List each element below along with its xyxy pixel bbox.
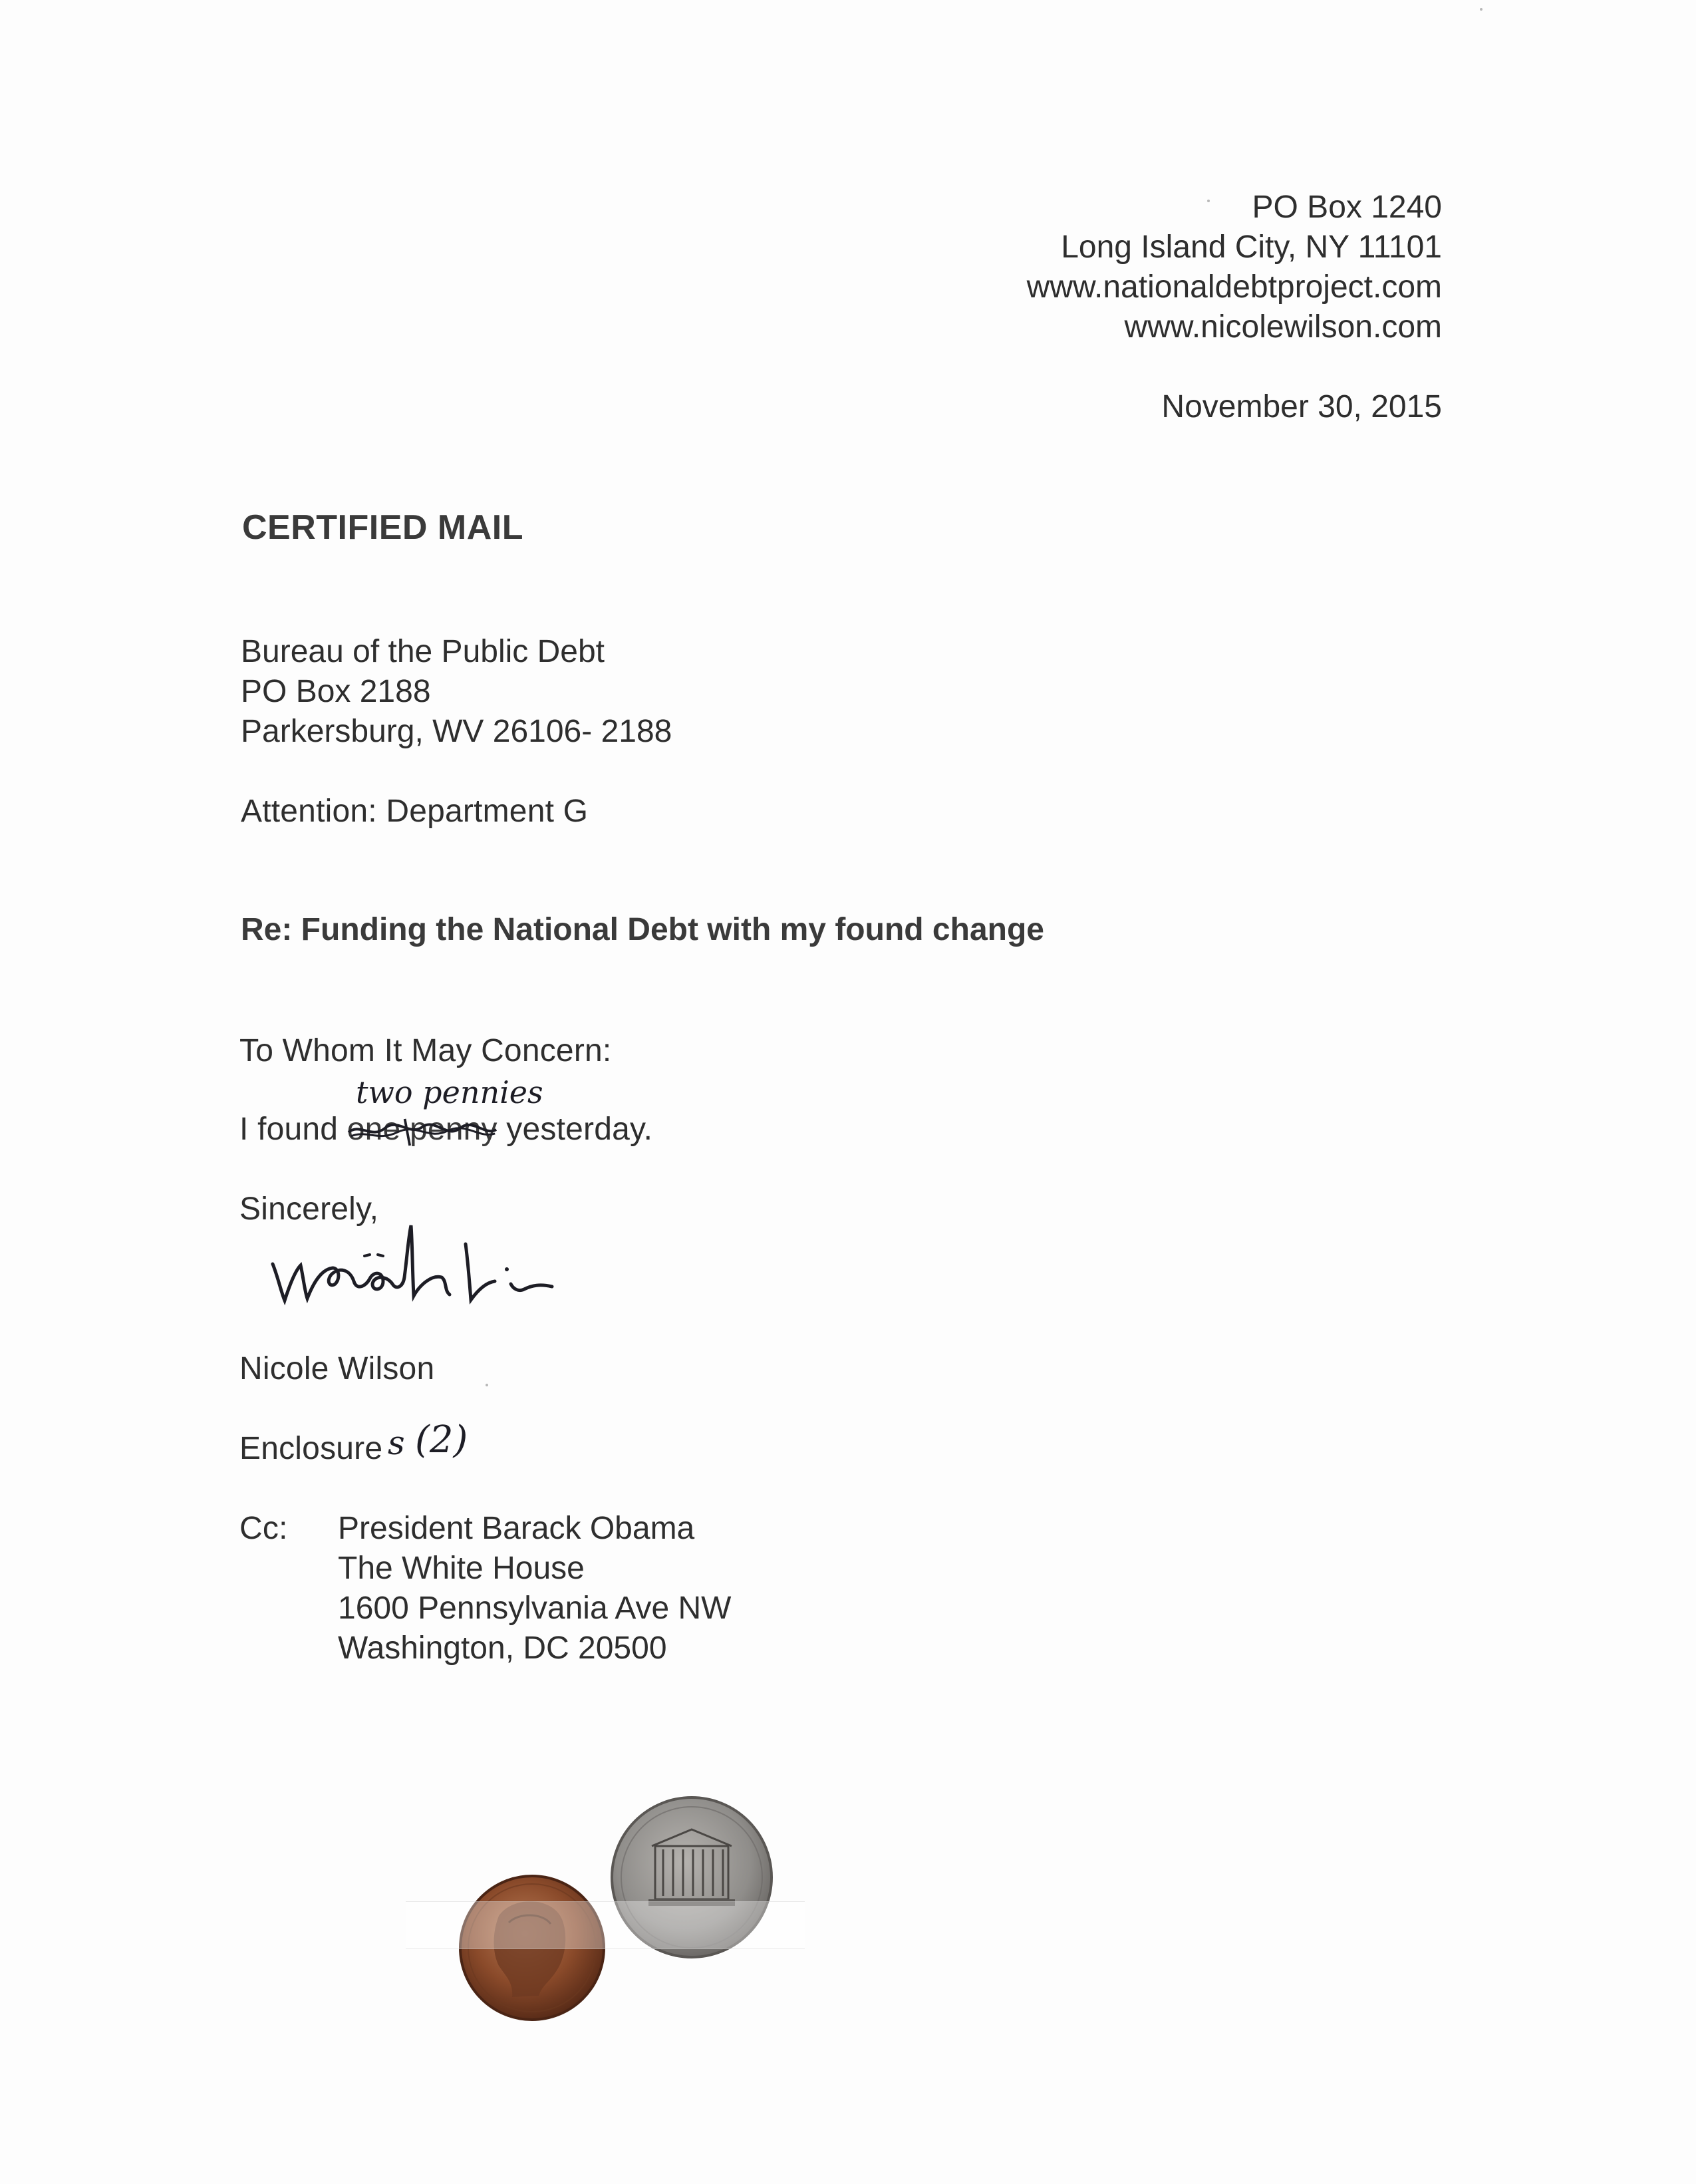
sender-website-project: www.nationaldebtproject.com: [1026, 269, 1442, 305]
closing: Sincerely,: [239, 1191, 379, 1227]
enclosure-label: Enclosure: [239, 1431, 383, 1466]
clear-tape-strip: [406, 1901, 805, 1949]
cc-organization: The White House: [338, 1551, 585, 1586]
cc-label: Cc:: [239, 1511, 288, 1546]
recipient-address: [241, 632, 672, 752]
scan-speck: [1480, 8, 1483, 11]
cc-street: 1600 Pennsylvania Ave NW: [338, 1591, 732, 1626]
enclosure-handwritten-count: (2): [415, 1418, 468, 1462]
cc-city: Washington, DC 20500: [338, 1631, 667, 1666]
handwritten-correction: two pennies: [356, 1074, 543, 1110]
cc-address: [338, 1509, 731, 1668]
enclosure-handwritten-suffix: s: [388, 1424, 405, 1462]
mail-type-heading: CERTIFIED MAIL: [242, 508, 523, 547]
subject-line: Re: Funding the National Debt with my found change: [241, 912, 1044, 947]
letter-date: November 30, 2015: [1161, 389, 1442, 424]
attention-line: Attention: Department G: [241, 794, 589, 829]
struck-through-text: one penny: [347, 1110, 497, 1150]
recipient-po-box: PO Box 2188: [241, 674, 431, 709]
scan-speck: [1207, 200, 1210, 202]
recipient-city: Parkersburg, WV 26106- 2188: [241, 714, 672, 749]
sender-city: Long Island City, NY 11101: [1061, 230, 1442, 265]
body-text: [239, 1110, 652, 1150]
body-prefix: I found: [239, 1112, 347, 1147]
salutation: To Whom It May Concern:: [239, 1033, 612, 1068]
scan-speck: [486, 1384, 488, 1386]
cc-name: President Barack Obama: [338, 1511, 695, 1546]
signer-name: Nicole Wilson: [239, 1351, 435, 1386]
handwritten-signature: [266, 1217, 599, 1317]
sender-po-box: PO Box 1240: [1252, 190, 1442, 225]
sender-website-personal: www.nicolewilson.com: [1124, 309, 1442, 345]
recipient-name: Bureau of the Public Debt: [241, 634, 605, 669]
sender-address: [1027, 188, 1442, 347]
body-suffix: yesterday.: [497, 1112, 653, 1147]
